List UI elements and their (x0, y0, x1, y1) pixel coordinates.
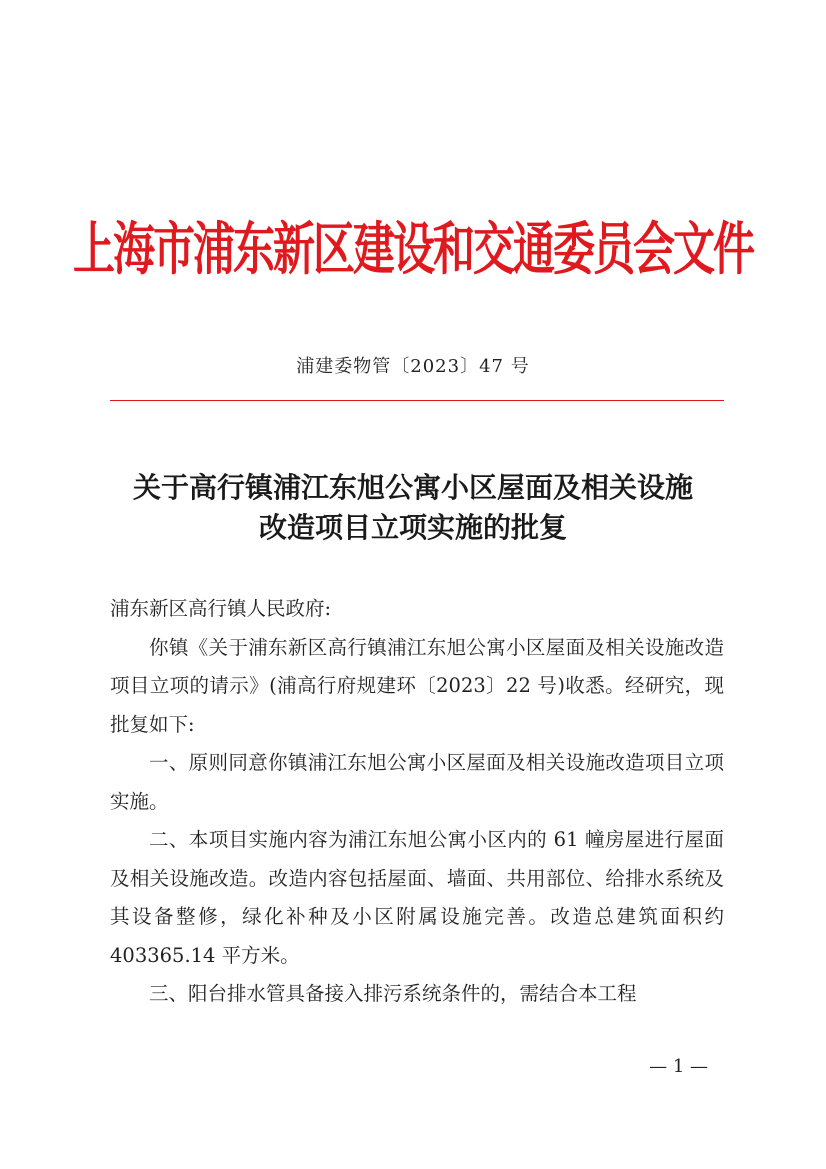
red-separator-line (110, 400, 724, 401)
body-paragraph-3: 二、本项目实施内容为浦江东旭公寓小区内的 61 幢房屋进行屋面及相关设施改造。改造内容包括屋面、墙面、共用部位、给排水系统及其设备整修，绿化补种及小区附属设施完善。改造总建筑面积约 403365.14 平方米。 (110, 828, 724, 967)
body-paragraph-4: 三、阳台排水管具备接入排污系统条件的，需结合本工程 (149, 982, 637, 1005)
document-body (110, 590, 724, 1014)
title-line-1: 关于高行镇浦江东旭公寓小区屋面及相关设施 (132, 471, 693, 504)
body-paragraph-2: 一、原则同意你镇浦江东旭公寓小区屋面及相关设施改造项目立项实施。 (110, 751, 724, 813)
body-paragraph-1: 你镇《关于浦东新区高行镇浦江东旭公寓小区屋面及相关设施改造项目立项的请示》(浦高行府规建环〔2023〕22 号)收悉。经研究，现批复如下: (110, 635, 724, 736)
document-title (90, 468, 736, 548)
title-line-2: 改造项目立项实施的批复 (258, 511, 567, 544)
document-number: 浦建委物管〔2023〕47 号 (296, 356, 530, 377)
issuer-heading: 上海市浦东新区建设和交通委员会文件 (72, 216, 753, 283)
page-number: — 1 — (649, 1056, 708, 1077)
addressee: 浦东新区高行镇人民政府: (110, 597, 332, 620)
